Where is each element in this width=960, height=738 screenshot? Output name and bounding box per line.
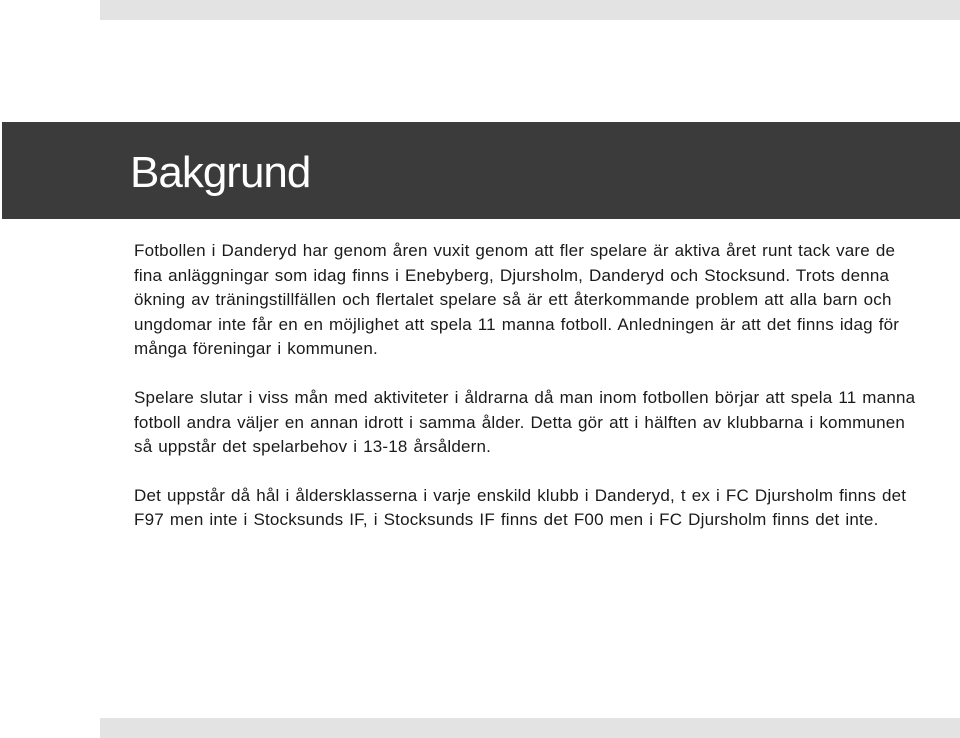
slide-title: Bakgrund [130,148,311,197]
slide-body [134,239,924,557]
body-paragraph-1: Fotbollen i Danderyd har genom åren vuxit genom att fler spelare är aktiva året runt tack vare de fina anläggningar som idag finns i Enebyberg, Djursholm, Danderyd och Stocksund. Trots denna ökning av träningstillfällen och flertalet spelare så är ett återkommande problem att alla barn och ungdomar inte får en en möjlighet att spela 11 manna fotboll. Anledningen är att det finns idag för många föreningar i kommunen. [134,241,900,359]
body-paragraph-3: Det uppstår då hål i åldersklasserna i varje enskild klubb i Danderyd, t ex i FC Djursholm finns det F97 men inte i Stocksunds IF, i Stocksunds IF finns det F00 men i FC Djursholm finns det inte. [134,485,907,530]
body-paragraph-2: Spelare slutar i viss mån med aktiviteter i åldrarna då man inom fotbollen börjar att spela 11 manna fotboll andra väljer en annan idrott i samma ålder. Detta gör att i hälften av klubbarna i kommunen så uppstår det spelarbehov i 13-18 årsåldern. [134,387,916,457]
bottom-decorative-bar [100,718,960,738]
top-decorative-bar [100,0,960,20]
